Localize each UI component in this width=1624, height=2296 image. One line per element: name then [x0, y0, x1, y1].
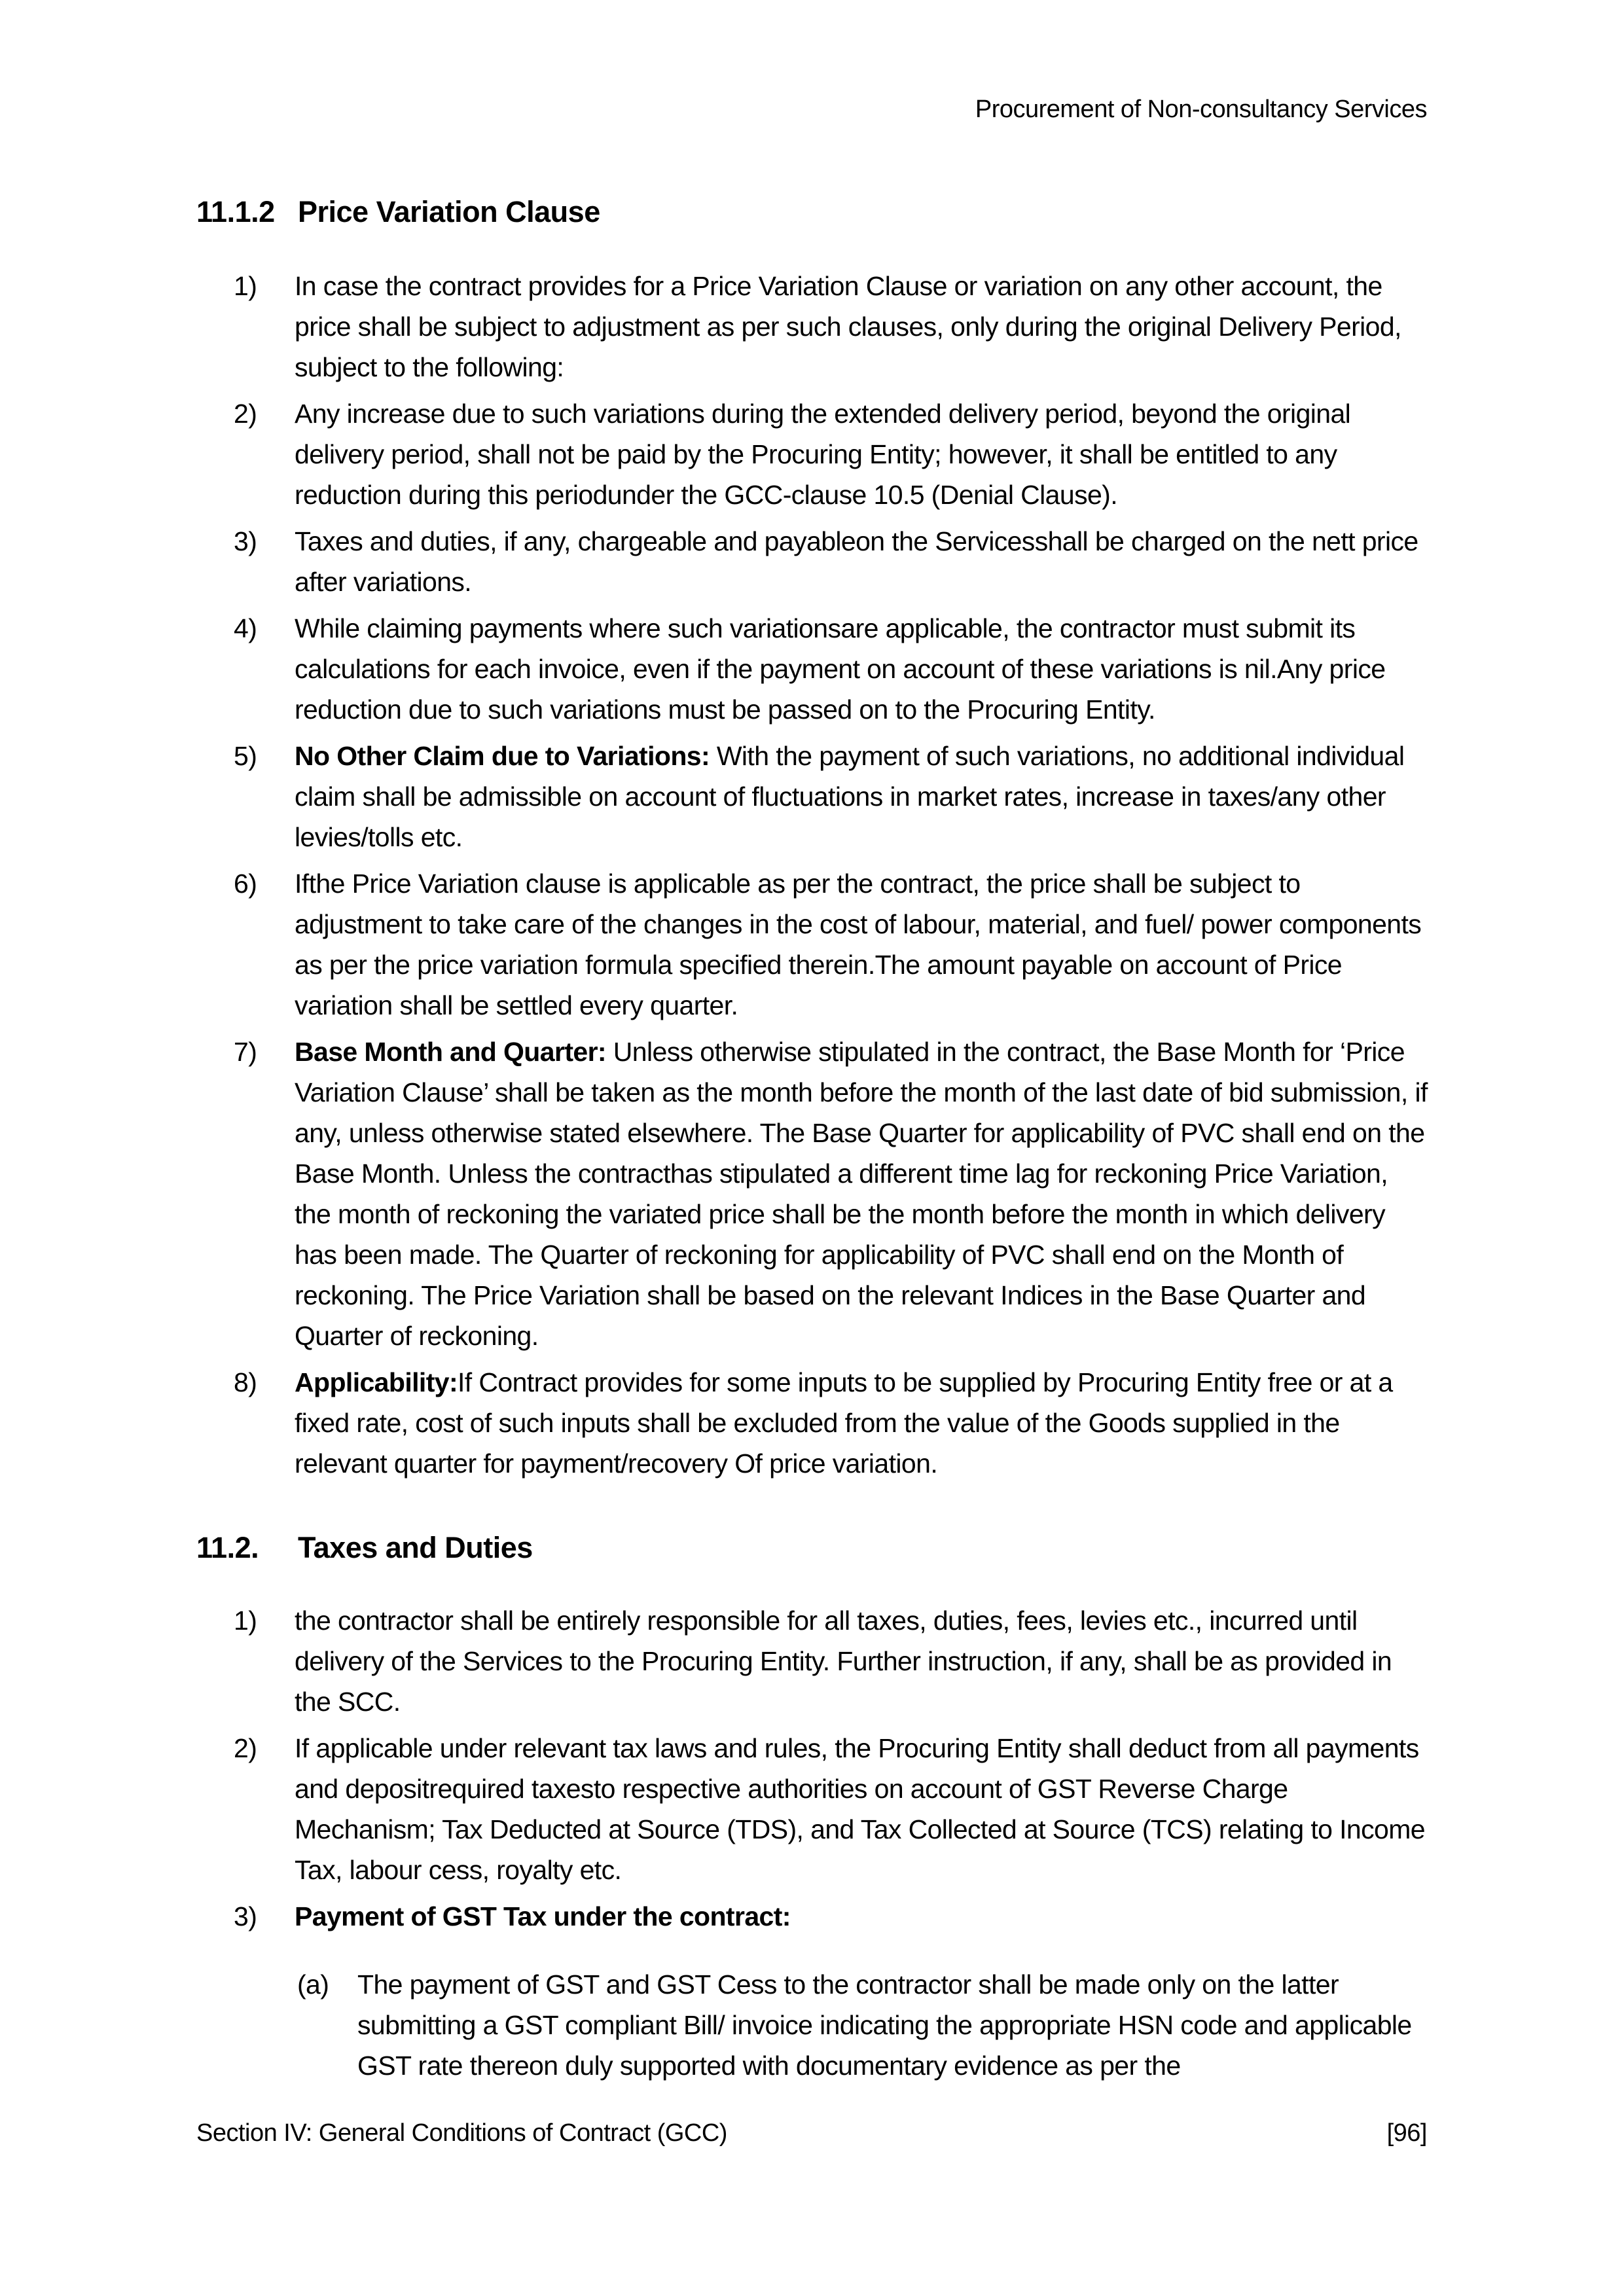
list-item-body: The payment of GST and GST Cess to the contractor shall be made only on the latter submitting a GST compliant Bill/ invoice indicating the appropriate HSN code and applicable GST rate thereon duly supported with documentary evidence as per the — [357, 1969, 1412, 2081]
section-heading-taxes-duties — [196, 1530, 1428, 1566]
list-item-text — [295, 521, 1428, 602]
list-item-number: 3) — [234, 526, 257, 556]
list-item-text — [295, 1728, 1428, 1890]
footer-section-label: Section IV: General Conditions of Contract (GCC) — [196, 2119, 727, 2147]
list-item-3 — [196, 1896, 1428, 1937]
list-item-lead: No Other Claim due to Variations: — [295, 741, 710, 771]
list-item-text — [295, 736, 1428, 857]
list-item-text — [295, 863, 1428, 1026]
list-item-number: (a) — [297, 1969, 329, 2000]
sub-list-item-a — [196, 1964, 1428, 2086]
list-item-text — [295, 1031, 1428, 1356]
list-item-text — [295, 1600, 1428, 1722]
list-item-4 — [196, 608, 1428, 730]
price-variation-list — [196, 266, 1428, 1484]
list-item-text — [295, 1896, 1428, 1937]
list-item-text — [295, 1362, 1428, 1484]
list-item-text — [295, 393, 1428, 515]
list-item-body: Taxes and duties, if any, chargeable and payableon the Servicesshall be charged on the nett price after variations. — [295, 526, 1418, 597]
list-item-number: 2) — [234, 399, 257, 429]
list-item-body: Any increase due to such variations during the extended delivery period, beyond the original delivery period, shall not be paid by the Procuring Entity; however, it shall be entitled to any reduction during this periodunder the GCC-clause 10.5 (Denial Clause). — [295, 399, 1351, 510]
gst-payment-sublist — [196, 1964, 1428, 2086]
list-item-body: the contractor shall be entirely responsible for all taxes, duties, fees, levies etc., incurred until delivery of the Services to the Procuring Entity. Further instruction, if any, shall be as provided in the SCC. — [295, 1605, 1392, 1717]
list-item-body: With the payment of such variations, no additional individual claim shall be admissible on account of fluctuations in market rates, increase in taxes/any other levies/tolls etc. — [295, 741, 1405, 852]
list-item-number: 4) — [234, 613, 257, 643]
list-item-body: Ifthe Price Variation clause is applicable as per the contract, the price shall be subject to adjustment to take care of the changes in the cost of labour, material, and fuel/ power components as per the price variation formula specified therein.The amount payable on account of Price variation shall be settled every quarter. — [295, 869, 1422, 1020]
list-item-number: 2) — [234, 1733, 257, 1763]
footer-page-number: [96] — [1386, 2119, 1427, 2147]
list-item-number: 1) — [234, 271, 257, 301]
running-header: Procurement of Non-consultancy Services — [975, 96, 1427, 123]
list-item-lead: Applicability: — [295, 1367, 458, 1397]
list-item-text — [295, 266, 1428, 387]
section-title: Price Variation Clause — [298, 195, 600, 228]
list-item-text — [357, 1964, 1428, 2086]
section-number: 11.1.2 — [196, 195, 275, 228]
list-item-1 — [196, 266, 1428, 387]
list-item-number: 3) — [234, 1901, 257, 1931]
list-item-body: If applicable under relevant tax laws and rules, the Procuring Entity shall deduct from all payments and depositrequired taxesto respective authorities on account of GST Reverse Charge Mechanism; Tax Deducted at Source (TDS), and Tax Collected at Source (TCS) relating to Income Tax, labour cess, royalty etc. — [295, 1733, 1425, 1885]
list-item-2 — [196, 1728, 1428, 1890]
list-item-body: If Contract provides for some inputs to be supplied by Procuring Entity free or at a fixed rate, cost of such inputs shall be excluded from the value of the Goods supplied in the relevant quarter for payment/recovery Of price variation. — [295, 1367, 1393, 1479]
list-item-7 — [196, 1031, 1428, 1356]
list-item-6 — [196, 863, 1428, 1026]
list-item-2 — [196, 393, 1428, 515]
page-content — [196, 194, 1428, 2092]
list-item-number: 7) — [234, 1037, 257, 1067]
list-item-1 — [196, 1600, 1428, 1722]
list-item-lead: Base Month and Quarter: — [295, 1037, 606, 1067]
list-item-number: 8) — [234, 1367, 257, 1397]
list-item-lead: Payment of GST Tax under the contract: — [295, 1901, 791, 1931]
list-item-body: Unless otherwise stipulated in the contract, the Base Month for ‘Price Variation Clause’ shall be taken as the month before the month of the last date of bid submission, if any, unless otherwise stated elsewhere. The Base Quarter for applicability of PVC shall end on the Base Month. Unless the contracthas stipulated a different time lag for reckoning Price Variation, the month of reckoning the variated price shall be the month before the month in which delivery has been made. The Quarter of reckoning for applicability of PVC shall end on the Month of reckoning. The Price Variation shall be based on the relevant Indices in the Base Quarter and Quarter of reckoning. — [295, 1037, 1428, 1351]
list-item-number: 5) — [234, 741, 257, 771]
list-item-body: In case the contract provides for a Price Variation Clause or variation on any other account, the price shall be subject to adjustment as per such clauses, only during the original Delivery Period, subject to the following: — [295, 271, 1401, 382]
list-item-number: 1) — [234, 1605, 257, 1636]
list-item-number: 6) — [234, 869, 257, 899]
running-footer — [196, 2119, 1427, 2147]
list-item-3 — [196, 521, 1428, 602]
taxes-duties-list — [196, 1600, 1428, 2086]
list-item-5 — [196, 736, 1428, 857]
list-item-8 — [196, 1362, 1428, 1484]
section-number: 11.2. — [196, 1531, 259, 1564]
section-title: Taxes and Duties — [298, 1531, 533, 1564]
list-item-text — [295, 608, 1428, 730]
list-item-body: While claiming payments where such variationsare applicable, the contractor must submit its calculations for each invoice, even if the payment on account of these variations is nil.Any price reduction due to such variations must be passed on to the Procuring Entity. — [295, 613, 1386, 725]
section-heading-price-variation — [196, 194, 1428, 230]
